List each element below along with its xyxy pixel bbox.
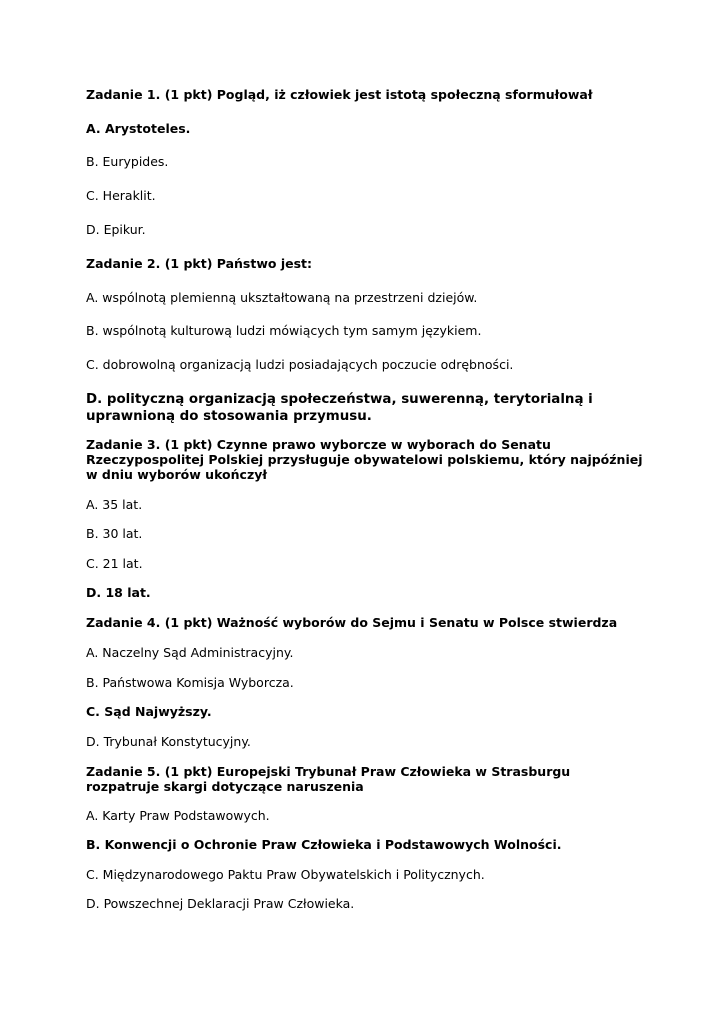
question-5-answer-a: A. Karty Praw Podstawowych. xyxy=(86,808,270,823)
question-4-text: Zadanie 4. (1 pkt) Ważność wyborów do Sejmu i Senatu w Polsce stwierdza xyxy=(86,615,618,630)
question-2-answer-c: C. dobrowolną organizacją ludzi posiadających poczucie odrębności. xyxy=(86,357,514,372)
question-4-answer-a: A. Naczelny Sąd Administracyjny. xyxy=(86,645,294,660)
question-3-answer-d: D. 18 lat. xyxy=(86,585,151,600)
question-4-answer-d: D. Trybunał Konstytucyjny. xyxy=(86,734,251,749)
question-2-text: Zadanie 2. (1 pkt) Państwo jest: xyxy=(86,256,312,271)
question-4-answer-c: C. Sąd Najwyższy. xyxy=(86,704,212,719)
question-1-text: Zadanie 1. (1 pkt) Pogląd, iż człowiek jest istotą społeczną sformułował xyxy=(86,87,593,102)
question-3-answer-c: C. 21 lat. xyxy=(86,556,143,571)
question-2-answer-d: D. polityczną organizacją społeczeństwa, suwerenną, terytorialną i uprawnioną do stosowania przymusu. xyxy=(86,392,593,424)
question-5-answer-b: B. Konwencji o Ochronie Praw Człowieka i Podstawowych Wolności. xyxy=(86,837,562,852)
question-5-answer-d: D. Powszechnej Deklaracji Praw Człowieka. xyxy=(86,896,355,911)
question-1-answer-a: A. Arystoteles. xyxy=(86,121,191,136)
question-3-answer-b: B. 30 lat. xyxy=(86,526,143,541)
question-3-answer-a: A. 35 lat. xyxy=(86,497,143,512)
question-1-answer-b: B. Eurypides. xyxy=(86,154,169,169)
question-1-answer-d: D. Epikur. xyxy=(86,222,146,237)
question-2-answer-b: B. wspólnotą kulturową ludzi mówiących tym samym językiem. xyxy=(86,323,482,338)
question-3-text: Zadanie 3. (1 pkt) Czynne prawo wyborcze w wyborach do Senatu Rzeczypospolitej Polskiej przysługuje obywatelowi polskiemu, który najpóźniej w dniu wyborów ukończył xyxy=(86,437,643,482)
question-5-text: Zadanie 5. (1 pkt) Europejski Trybunał Praw Człowieka w Strasburgu rozpatruje skargi dotyczące naruszenia xyxy=(86,764,571,794)
question-4-answer-b: B. Państwowa Komisja Wyborcza. xyxy=(86,675,294,690)
question-2-answer-a: A. wspólnotą plemienną ukształtowaną na przestrzeni dziejów. xyxy=(86,290,478,305)
question-5-answer-c: C. Międzynarodowego Paktu Praw Obywatelskich i Politycznych. xyxy=(86,867,485,882)
question-1-answer-c: C. Heraklit. xyxy=(86,188,156,203)
